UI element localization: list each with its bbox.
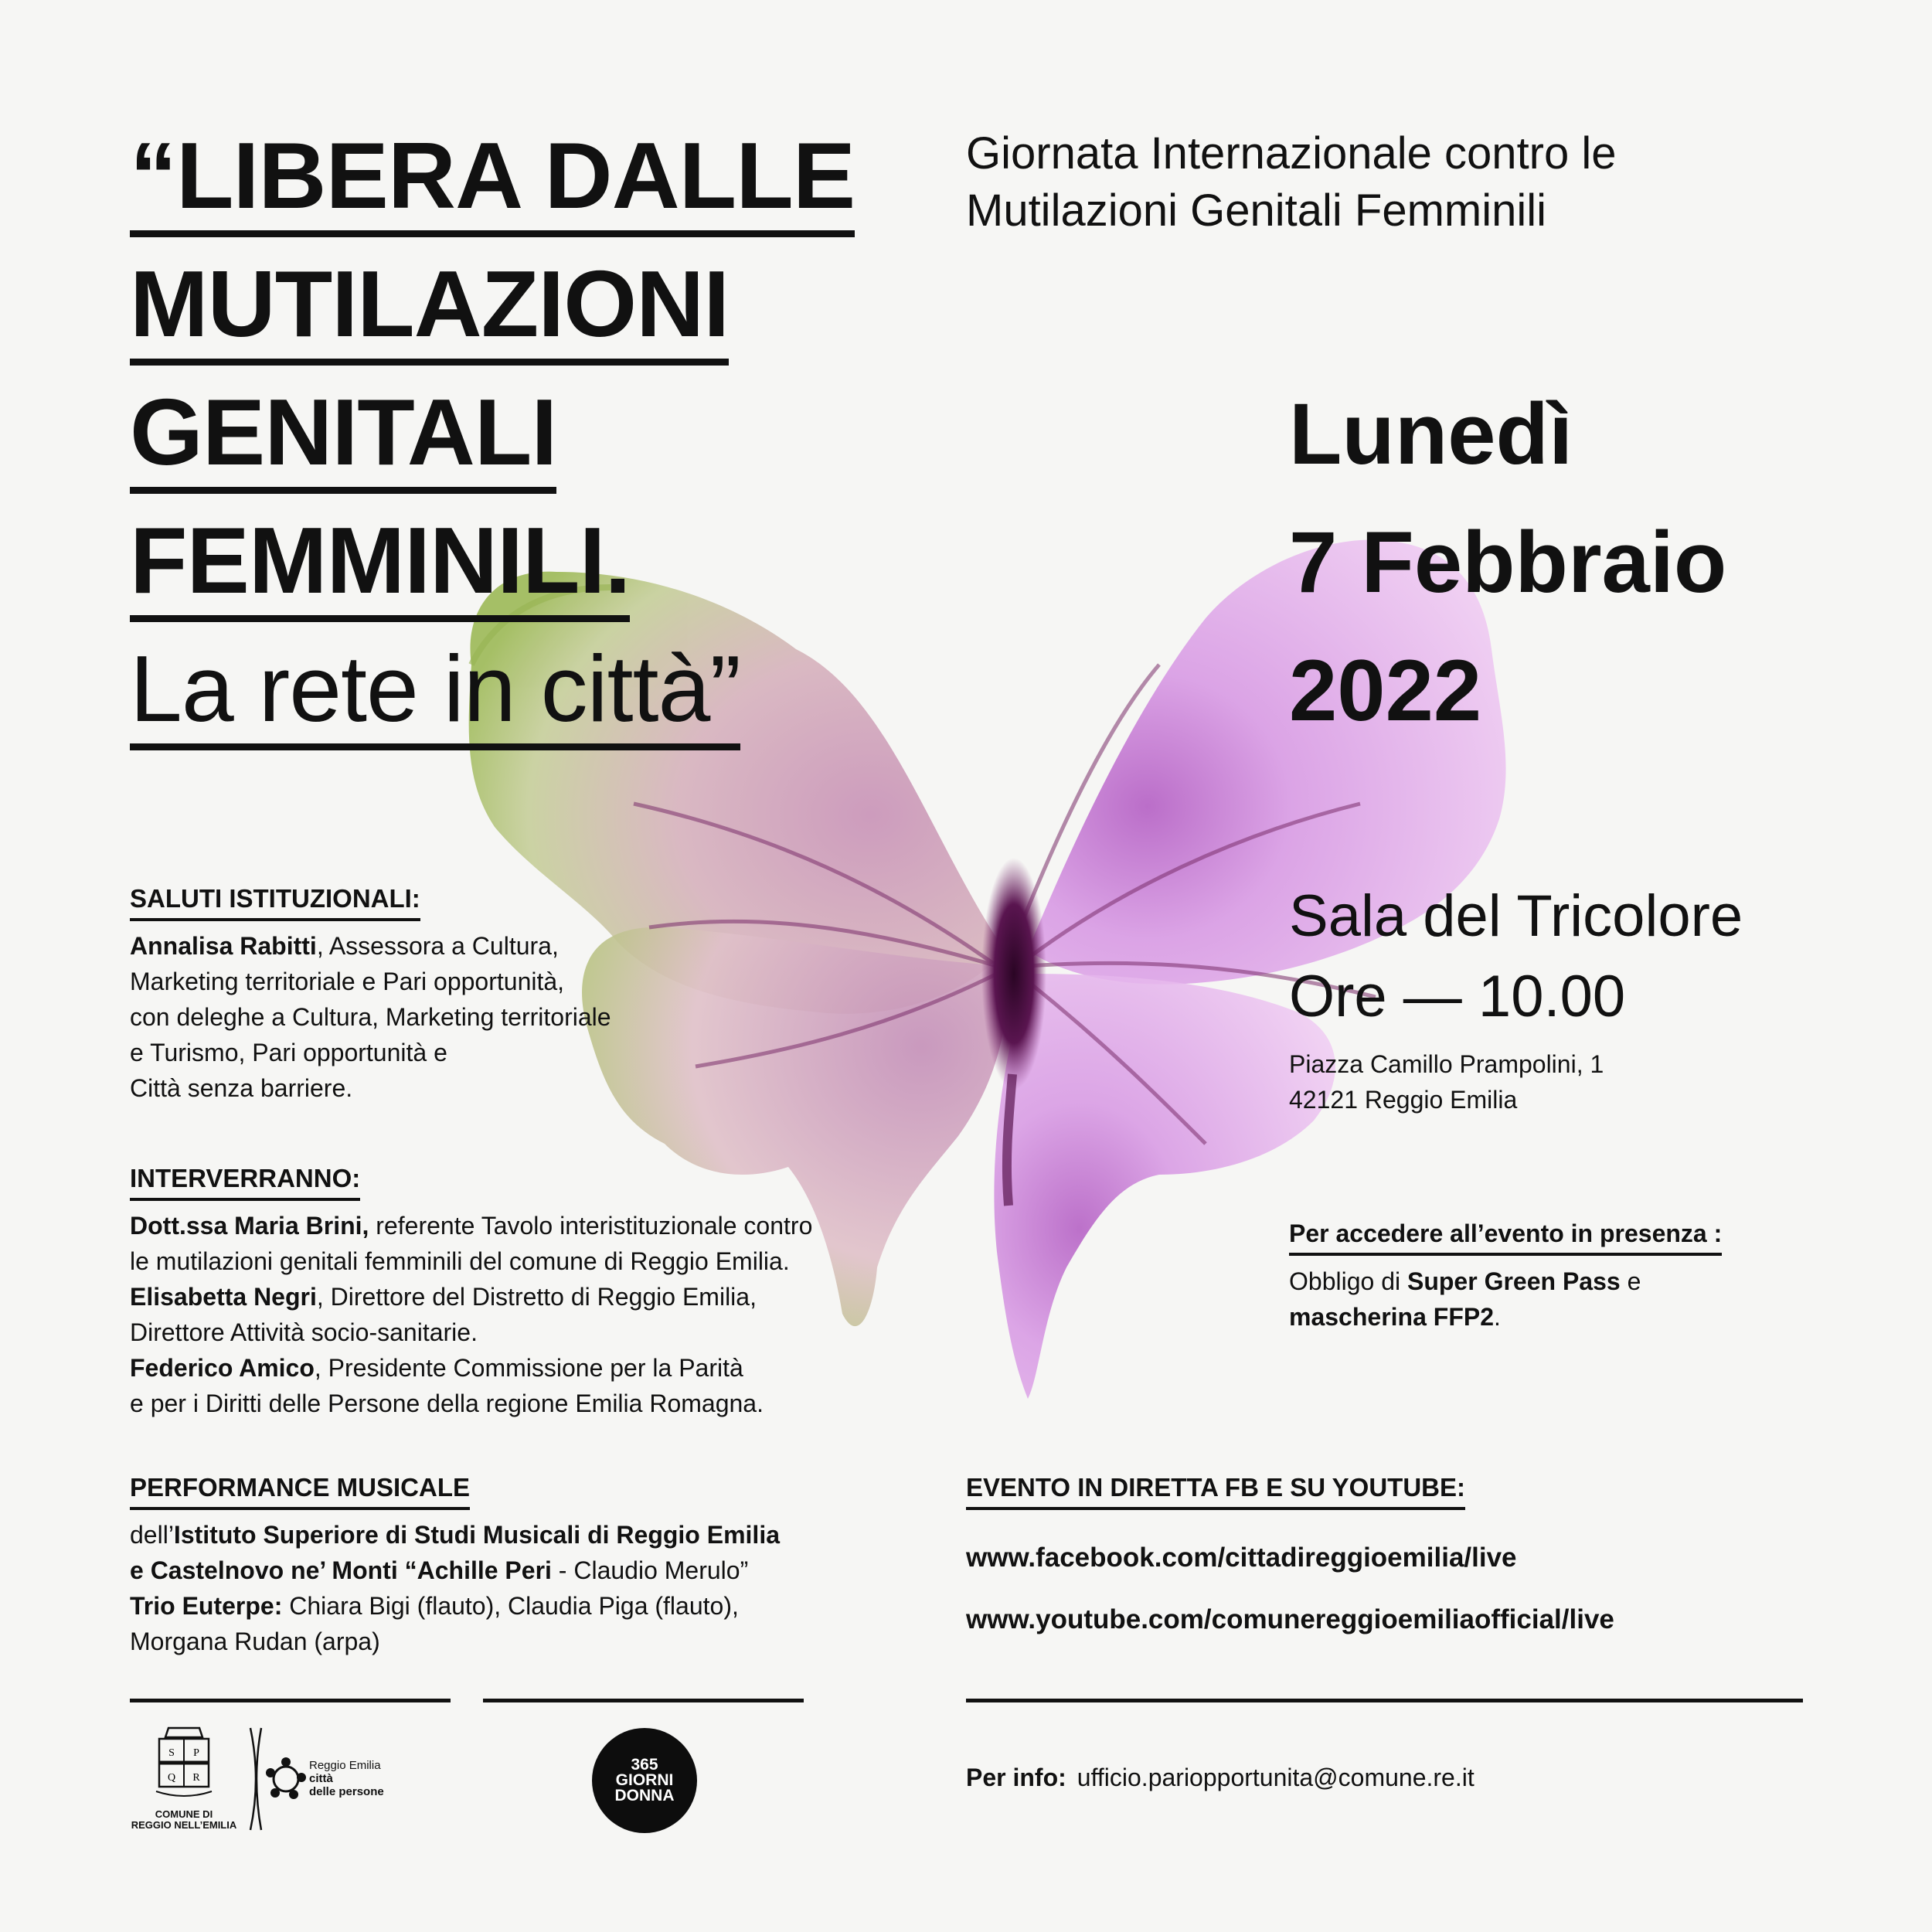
interverranno-heading: INTERVERRANNO: bbox=[130, 1164, 360, 1201]
right-lower-wing bbox=[994, 974, 1335, 1399]
date-year: 2022 bbox=[1289, 642, 1482, 739]
performance-trio-members-cont: Morgana Rudan (arpa) bbox=[130, 1628, 380, 1655]
city-crest-icon bbox=[153, 1725, 215, 1802]
access-green-pass: Super Green Pass bbox=[1406, 1267, 1621, 1295]
performance-institute-cont: e Castelnovo ne’ Monti “Achille Peri bbox=[130, 1556, 552, 1584]
access-line-1-rest: e bbox=[1620, 1267, 1641, 1295]
access-line-2-rest: . bbox=[1494, 1303, 1501, 1331]
saluti-line-4: e Turismo, Pari opportunità e bbox=[130, 1039, 447, 1066]
footer-rule-right bbox=[966, 1699, 1803, 1702]
title-line-2: MUTILAZIONI bbox=[130, 257, 729, 366]
youtube-link[interactable]: www.youtube.com/comunereggioemiliaofficial/live bbox=[966, 1604, 1614, 1634]
speaker-1-role-cont: le mutilazioni genitali femminili del comune di Reggio Emilia. bbox=[130, 1247, 790, 1275]
performance-text bbox=[130, 1517, 780, 1659]
date-date: 7 Febbraio bbox=[1289, 514, 1727, 611]
streaming-heading: EVENTO IN DIRETTA FB E SU YOUTUBE: bbox=[966, 1473, 1465, 1510]
venue-time: Ore — 10.00 bbox=[1289, 964, 1626, 1029]
saluti-heading: SALUTI ISTITUZIONALI: bbox=[130, 884, 420, 921]
performance-institute: Istituto Superiore di Studi Musicali di Reggio Emilia bbox=[173, 1521, 780, 1549]
subtitle-line-1: Giornata Internazionale contro le bbox=[966, 128, 1617, 179]
access-heading: Per accedere all’evento in presenza : bbox=[1289, 1219, 1722, 1256]
citta-delle-persone-logo bbox=[246, 1725, 400, 1833]
address-line-1: Piazza Camillo Prampolini, 1 bbox=[1289, 1050, 1604, 1078]
citta-persone-icon bbox=[246, 1725, 308, 1833]
comune-reggio-logo bbox=[130, 1725, 238, 1831]
speaker-3-name: Federico Amico bbox=[130, 1354, 315, 1382]
butterfly-body bbox=[981, 858, 1046, 1090]
crest-letter-s: S bbox=[168, 1747, 175, 1759]
performance-trio-name: Trio Euterpe: bbox=[130, 1592, 283, 1620]
footer-rule-left bbox=[130, 1699, 451, 1702]
citta-text bbox=[309, 1759, 384, 1798]
365-giorni-donna-badge bbox=[592, 1728, 697, 1833]
access-mask: mascherina FFP2 bbox=[1289, 1303, 1494, 1331]
citta-line-2: città bbox=[309, 1772, 333, 1785]
info-line bbox=[966, 1764, 1475, 1792]
saluti-line-1: , Assessora a Cultura, bbox=[316, 932, 559, 960]
interverranno-text bbox=[130, 1208, 812, 1421]
citta-line-1: Reggio Emilia bbox=[309, 1759, 381, 1772]
speaker-3-role: , Presidente Commissione per la Parità bbox=[314, 1354, 743, 1382]
badge-line-3: DONNA bbox=[614, 1787, 675, 1804]
address-line-2: 42121 Reggio Emilia bbox=[1289, 1086, 1518, 1114]
speaker-2-name: Elisabetta Negri bbox=[130, 1283, 317, 1311]
speaker-1-role: referente Tavolo interistituzionale contro bbox=[369, 1212, 813, 1240]
saluti-text bbox=[130, 928, 611, 1106]
performance-line-2-rest: - Claudio Merulo” bbox=[551, 1556, 749, 1584]
title-line-4: FEMMINILI. bbox=[130, 513, 630, 622]
title-line-5: La rete in città” bbox=[130, 641, 740, 750]
badge-line-2: GIORNI bbox=[615, 1771, 674, 1789]
performance-heading: PERFORMANCE MUSICALE bbox=[130, 1473, 470, 1510]
crest-letter-p: P bbox=[193, 1747, 199, 1759]
facebook-link[interactable]: www.facebook.com/cittadireggioemilia/live bbox=[966, 1543, 1517, 1573]
performance-line-1-pre: dell’ bbox=[130, 1521, 174, 1549]
comune-caption bbox=[130, 1809, 238, 1831]
venue-name: Sala del Tricolore bbox=[1289, 883, 1743, 949]
performance-trio-members: Chiara Bigi (flauto), Claudia Piga (flauto), bbox=[282, 1592, 739, 1620]
footer-rule-middle bbox=[483, 1699, 804, 1702]
subtitle-line-2: Mutilazioni Genitali Femminili bbox=[966, 185, 1546, 236]
title-line-3: GENITALI bbox=[130, 385, 556, 494]
citta-line-3: delle persone bbox=[309, 1785, 384, 1798]
saluti-line-5: Città senza barriere. bbox=[130, 1074, 353, 1102]
crest-letter-r: R bbox=[192, 1772, 200, 1784]
badge-line-1: 365 bbox=[631, 1756, 658, 1774]
saluti-line-2: Marketing territoriale e Pari opportunità, bbox=[130, 968, 565, 995]
crest-letter-q: Q bbox=[167, 1772, 176, 1784]
speaker-3-role-cont: e per i Diritti delle Persone della regione Emilia Romagna. bbox=[130, 1389, 764, 1417]
saluti-line-3: con deleghe a Cultura, Marketing territoriale bbox=[130, 1003, 611, 1031]
saluti-speaker-name: Annalisa Rabitti bbox=[130, 932, 317, 960]
venue-address bbox=[1289, 1046, 1604, 1117]
access-text bbox=[1289, 1264, 1641, 1335]
title-line-1: “LIBERA DALLE bbox=[130, 128, 855, 237]
comune-line-2: REGGIO NELL’EMILIA bbox=[131, 1819, 237, 1831]
date-day: Lunedì bbox=[1289, 386, 1573, 482]
speaker-2-role: , Direttore del Distretto di Reggio Emilia, bbox=[316, 1283, 757, 1311]
info-label: Per info: bbox=[966, 1764, 1066, 1791]
comune-line-1: COMUNE DI bbox=[155, 1808, 213, 1820]
access-line-1-pre: Obbligo di bbox=[1289, 1267, 1407, 1295]
info-email-link[interactable]: ufficio.pariopportunita@comune.re.it bbox=[1077, 1764, 1475, 1791]
speaker-1-name: Dott.ssa Maria Brini, bbox=[130, 1212, 369, 1240]
speaker-2-role-cont: Direttore Attività socio-sanitarie. bbox=[130, 1318, 478, 1346]
event-subtitle bbox=[966, 125, 1816, 240]
